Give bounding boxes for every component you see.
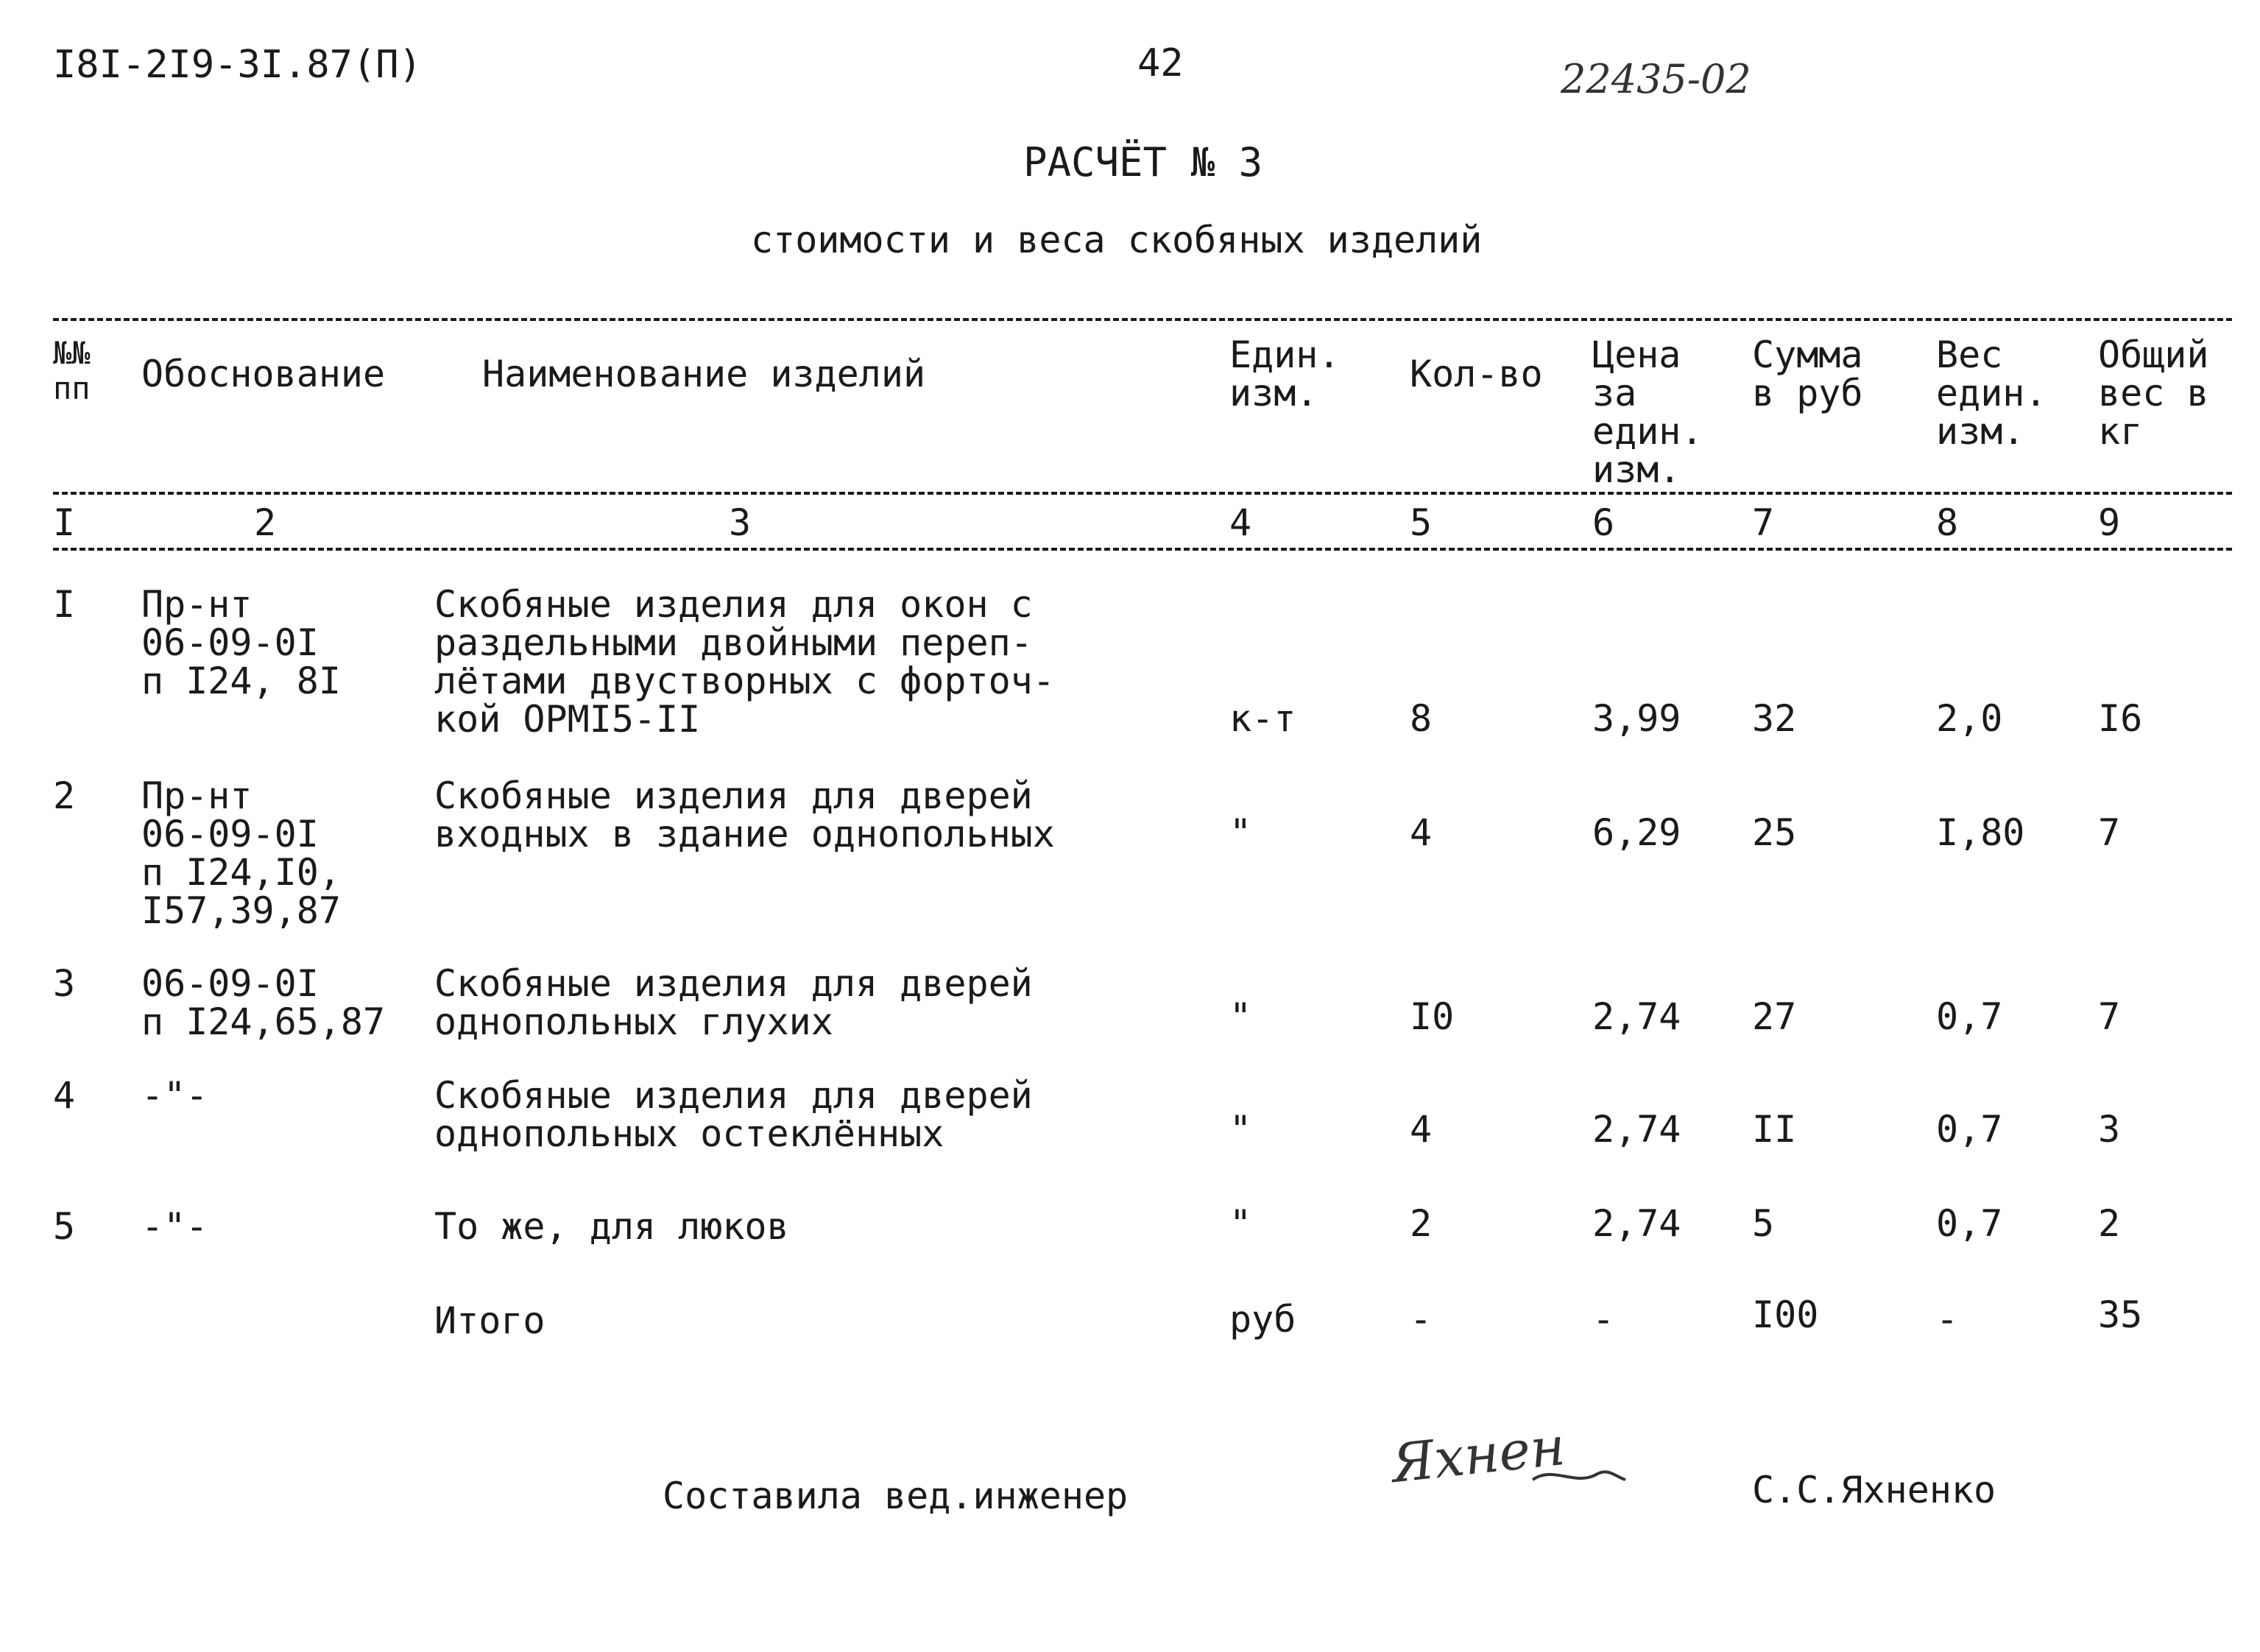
col-header-unit: Един. изм.	[1229, 333, 1341, 414]
col-number: 7	[1752, 501, 1775, 544]
row-price: 6,29	[1592, 811, 1681, 854]
row-unit: "	[1229, 1108, 1252, 1151]
col-number: 9	[2098, 501, 2121, 544]
col-header-price: Цена за един. изм.	[1592, 333, 1703, 491]
row-unit: к-т	[1229, 697, 1296, 740]
row-unit-weight: 0,7	[1936, 1202, 2003, 1245]
col-number: 5	[1410, 501, 1433, 544]
col-header-num: №№ пп	[53, 335, 91, 406]
compiled-by-label: Составила вед.инженер	[663, 1475, 1129, 1517]
total-price: -	[1592, 1298, 1615, 1341]
row-item-name: То же, для люков	[434, 1205, 789, 1248]
row-basis: -"-	[141, 1205, 208, 1248]
row-price: 3,99	[1592, 697, 1681, 740]
row-number: 5	[53, 1205, 76, 1248]
page-subtitle: стоимости и веса скобяных изделий	[751, 219, 1483, 261]
row-unit: "	[1229, 1202, 1252, 1245]
row-qty: I0	[1410, 995, 1455, 1038]
col-header-sum: Сумма в руб	[1752, 333, 1863, 414]
col-number: 6	[1592, 501, 1615, 544]
row-qty: 4	[1410, 811, 1433, 854]
signer-name: С.С.Яхненко	[1752, 1469, 1996, 1511]
row-price: 2,74	[1592, 1108, 1681, 1151]
page-number: 42	[1137, 41, 1184, 85]
row-qty: 4	[1410, 1108, 1433, 1151]
col-header-basis: Обоснование	[141, 353, 386, 395]
document-code: I8I-2I9-3I.87(П)	[53, 43, 422, 87]
row-item-name: Скобяные изделия для окон с раздельными двойными переп- лётами двустворных с форточ- кой ОРМI5-II	[434, 583, 1055, 741]
row-total-weight: 3	[2098, 1108, 2121, 1151]
row-sum: 27	[1752, 995, 1797, 1038]
col-number: 8	[1936, 501, 1959, 544]
row-unit-weight: I,80	[1936, 811, 2025, 854]
row-qty: 8	[1410, 697, 1433, 740]
row-number: 2	[53, 774, 76, 817]
row-unit-weight: 0,7	[1936, 1108, 2003, 1151]
row-item-name: Скобяные изделия для дверей входных в здание однопольных	[434, 774, 1055, 855]
number-row-rule	[53, 548, 2232, 551]
header-bottom-rule	[53, 492, 2232, 495]
col-header-qty: Кол-во	[1410, 353, 1543, 395]
row-total-weight: I6	[2098, 697, 2143, 740]
row-sum: II	[1752, 1108, 1797, 1151]
total-unit-weight: -	[1936, 1298, 1959, 1341]
row-sum: 25	[1752, 811, 1797, 854]
signature: Яхнен	[1388, 1414, 1568, 1495]
row-sum: 32	[1752, 697, 1797, 740]
row-price: 2,74	[1592, 1202, 1681, 1245]
col-header-total-weight: Общий вес в кг	[2098, 333, 2209, 453]
row-total-weight: 2	[2098, 1202, 2121, 1245]
row-qty: 2	[1410, 1202, 1433, 1245]
total-label: Итого	[434, 1299, 545, 1342]
col-header-name: Наименование изделий	[482, 353, 926, 395]
row-total-weight: 7	[2098, 811, 2121, 854]
row-basis: Пр-нт 06-09-0I п I24,I0, I57,39,87	[141, 774, 341, 932]
row-price: 2,74	[1592, 995, 1681, 1038]
row-number: 4	[53, 1074, 76, 1117]
row-basis: Пр-нт 06-09-0I п I24, 8I	[141, 583, 341, 702]
row-unit: "	[1229, 995, 1252, 1038]
total-total-weight: 35	[2098, 1293, 2143, 1336]
row-item-name: Скобяные изделия для дверей однопольных глухих	[434, 962, 1033, 1043]
archive-number: 22435-02	[1561, 56, 1751, 102]
row-unit: "	[1229, 811, 1252, 854]
signature-flourish	[1531, 1458, 1627, 1494]
row-sum: 5	[1752, 1202, 1775, 1245]
total-unit: руб	[1229, 1298, 1296, 1341]
table-top-rule	[53, 318, 2232, 321]
page-title: РАСЧЁТ № 3	[1023, 139, 1263, 186]
row-unit-weight: 2,0	[1936, 697, 2003, 740]
col-header-unit-weight: Вес един. изм.	[1936, 333, 2047, 453]
row-number: I	[53, 583, 76, 626]
row-number: 3	[53, 962, 76, 1005]
col-number: I	[53, 501, 76, 544]
row-basis: -"-	[141, 1074, 208, 1117]
col-number: 3	[729, 501, 752, 544]
row-item-name: Скобяные изделия для дверей однопольных остеклённых	[434, 1074, 1033, 1155]
row-basis: 06-09-0I п I24,65,87	[141, 962, 386, 1043]
col-number: 2	[254, 501, 277, 544]
total-sum: I00	[1752, 1293, 1819, 1336]
total-qty: -	[1410, 1298, 1433, 1341]
col-number: 4	[1229, 501, 1252, 544]
row-total-weight: 7	[2098, 995, 2121, 1038]
row-unit-weight: 0,7	[1936, 995, 2003, 1038]
